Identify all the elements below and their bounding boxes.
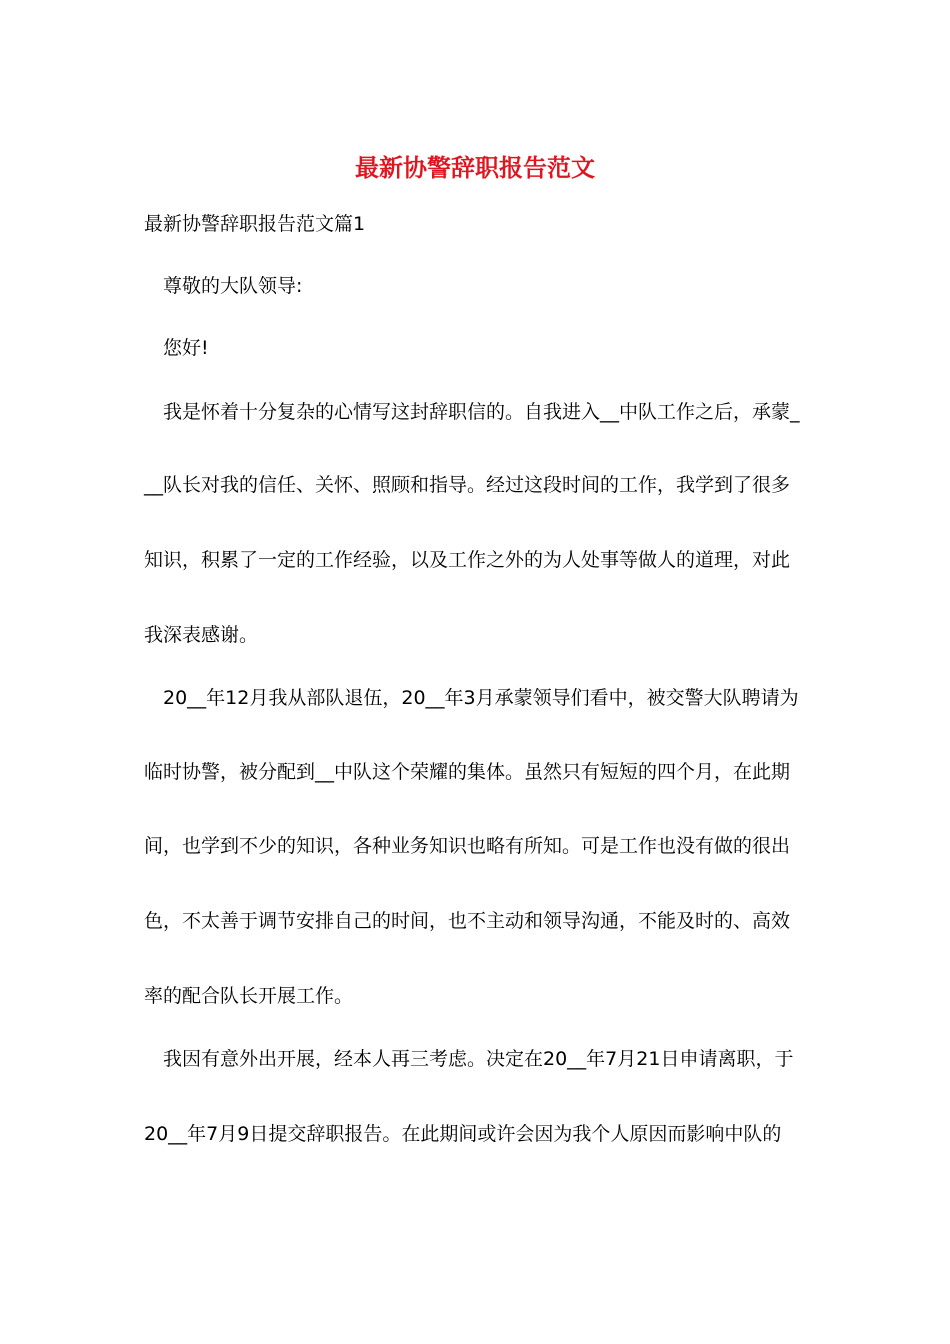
salutation: 尊敬的大队领导: [163, 275, 303, 297]
paragraph-line: 色，不太善于调节安排自己的时间，也不主动和领导沟通，不能及时的、高效 [144, 910, 791, 932]
paragraph-line: 知识，积累了一定的工作经验，以及工作之外的为人处事等做人的道理，对此 [144, 549, 791, 571]
paragraph-line: 临时协警，被分配到__中队这个荣耀的集体。虽然只有短短的四个月，在此期 [144, 761, 791, 783]
paragraph-line: 我因有意外出开展，经本人再三考虑。决定在20__年7月21日申请离职，于 [163, 1048, 794, 1070]
section-heading: 最新协警辞职报告范文篇1 [144, 213, 366, 235]
paragraph-line: 我是怀着十分复杂的心情写这封辞职信的。自我进入__中队工作之后，承蒙_ [163, 401, 800, 423]
paragraph-line: 20__年12月我从部队退伍，20__年3月承蒙领导们看中，被交警大队聘请为 [163, 687, 799, 709]
paragraph-line: __队长对我的信任、关怀、照顾和指导。经过这段时间的工作，我学到了很多 [144, 474, 791, 496]
paragraph-line: 率的配合队长开展工作。 [144, 985, 354, 1007]
paragraph-line: 间，也学到不少的知识，各种业务知识也略有所知。可是工作也没有做的很出 [144, 835, 791, 857]
paragraph-line: 20__年7月9日提交辞职报告。在此期间或许会因为我个人原因而影响中队的 [144, 1123, 782, 1145]
document-title: 最新协警辞职报告范文 [355, 153, 595, 182]
greeting: 您好! [163, 337, 209, 359]
paragraph-line: 我深表感谢。 [144, 624, 259, 646]
